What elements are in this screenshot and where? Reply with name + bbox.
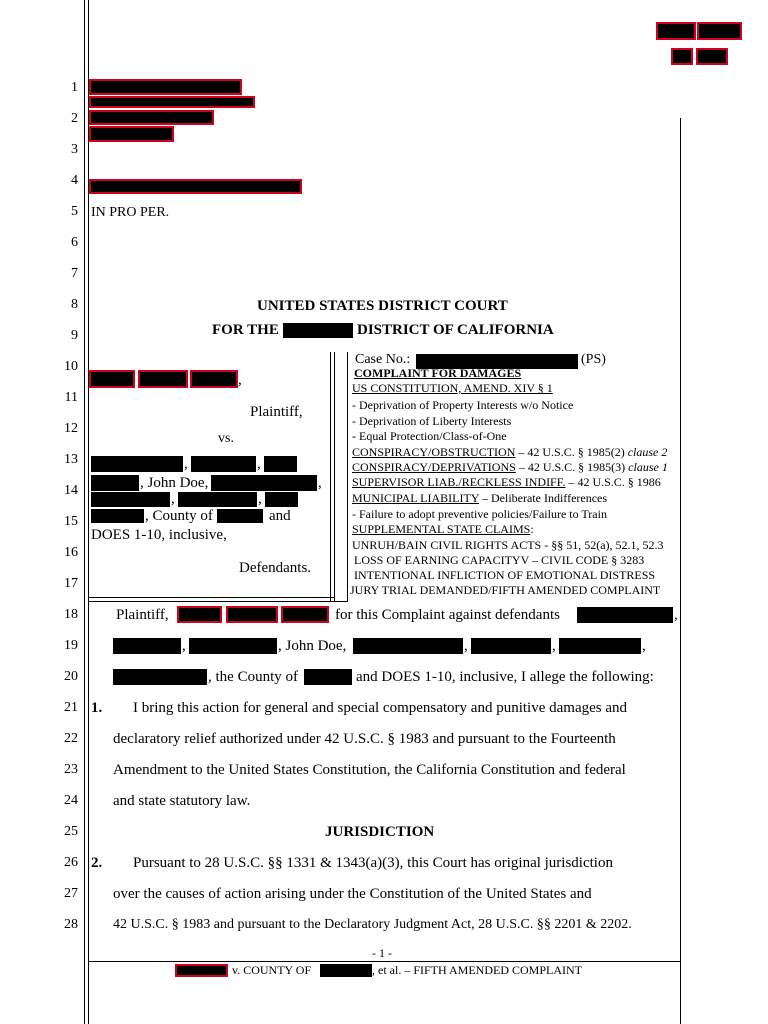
body-comma: , xyxy=(674,607,678,623)
line-number: 28 xyxy=(64,917,78,932)
line-number: 8 xyxy=(71,297,78,312)
line-number: 19 xyxy=(64,638,78,653)
line-number: 7 xyxy=(71,266,78,281)
line-number: 6 xyxy=(71,235,78,250)
claim-line-11: UNRUH/BAIN CIVIL RIGHTS ACTS - §§ 51, 52(a), 52.1, 52.3 xyxy=(352,538,664,552)
page-number: - 1 - xyxy=(372,946,392,960)
caption-defendants-label: Defendants. xyxy=(239,560,312,576)
paragraph-1-line1: I bring this action for general and special compensatory and punitive damages and xyxy=(133,700,628,716)
redaction-district xyxy=(283,323,353,338)
line-number: 9 xyxy=(71,328,78,343)
redaction-contact-line xyxy=(89,179,302,194)
paragraph-2-line3: 42 U.S.C. § 1983 and pursuant to the Declaratory Judgment Act, 28 U.S.C. §§ 2201 & 2202. xyxy=(113,917,632,932)
redaction-body-def-2 xyxy=(113,638,181,654)
claim-line-10: SUPPLEMENTAL STATE CLAIMS: xyxy=(352,522,534,536)
caption-john-doe: , John Doe, xyxy=(140,475,209,491)
redaction-defendant-3 xyxy=(264,456,297,472)
redaction-body-county xyxy=(304,669,352,685)
redaction-body-def-6 xyxy=(559,638,641,654)
redaction-defendant-6 xyxy=(91,492,170,507)
line-number: 14 xyxy=(64,483,78,498)
footer-rule xyxy=(89,961,680,962)
caption-def-sep4: , xyxy=(171,491,175,507)
redaction-defendant-1 xyxy=(91,456,183,472)
body-john-doe: , John Doe, xyxy=(278,638,347,654)
case-no-label: Case No.: xyxy=(355,352,411,367)
body-sep2: , xyxy=(464,638,468,654)
caption-comma: , xyxy=(238,372,242,388)
line-number: 17 xyxy=(64,576,78,591)
claim-line-9: - Failure to adopt preventive policies/Failure to Train xyxy=(352,507,607,521)
complaint-title: COMPLAINT FOR DAMAGES xyxy=(354,366,522,380)
court-title-line1: UNITED STATES DISTRICT COURT xyxy=(257,298,508,314)
claim-line-5: CONSPIRACY/OBSTRUCTION – 42 U.S.C. § 1985(2) clause 2 xyxy=(352,445,668,459)
paragraph-2-line2: over the causes of action arising under the Constitution of the United States and xyxy=(113,886,592,902)
redaction-top-right-3 xyxy=(671,48,693,65)
caption-def-sep5: , xyxy=(258,491,262,507)
line-number: 26 xyxy=(64,855,78,870)
footer-title: , et al. – FIFTH AMENDED COMPLAINT xyxy=(372,963,582,977)
line-number: 10 xyxy=(64,359,78,374)
body-complaint-against: for this Complaint against defendants xyxy=(335,607,560,623)
redaction-plaintiff-1 xyxy=(89,370,135,388)
line-number: 11 xyxy=(64,390,78,405)
redaction-body-plaintiff-1 xyxy=(177,606,222,623)
caption-vs: vs. xyxy=(218,431,234,446)
redaction-body-def-3 xyxy=(189,638,277,654)
redaction-address-line2 xyxy=(89,110,214,125)
claim-line-13: INTENTIONAL INFLICTION OF EMOTIONAL DISTRESS xyxy=(354,568,656,582)
body-county-of: , the County of xyxy=(208,669,298,685)
redaction-footer-county xyxy=(320,964,372,977)
redaction-defendant-8 xyxy=(265,492,298,507)
line-number: 20 xyxy=(64,669,78,684)
court-title-line2-prefix: FOR THE xyxy=(212,322,279,338)
line-number: 18 xyxy=(64,607,78,622)
redaction-address-line3 xyxy=(89,126,174,142)
redaction-address-line1 xyxy=(89,96,255,108)
right-margin-rule xyxy=(680,118,681,1024)
claim-line-3: - Deprivation of Liberty Interests xyxy=(352,414,512,428)
caption-box-bottom-2 xyxy=(89,601,348,602)
redaction-top-right-4 xyxy=(696,48,728,65)
claim-line-8: MUNICIPAL LIABILITY – Deliberate Indifferences xyxy=(352,491,608,505)
claim-line-4: - Equal Protection/Class-of-One xyxy=(352,429,507,443)
body-sep1: , xyxy=(182,638,186,654)
redaction-footer-plaintiff xyxy=(175,964,228,977)
claim-line-2: - Deprivation of Property Interests w/o Notice xyxy=(352,398,574,412)
redaction-defendant-7 xyxy=(178,492,257,507)
line-number: 2 xyxy=(71,111,78,126)
caption-and: and xyxy=(269,508,291,524)
redaction-defendant-5 xyxy=(211,475,317,491)
line-number: 5 xyxy=(71,204,78,219)
caption-box-right-2 xyxy=(334,352,335,602)
body-sep3: , xyxy=(552,638,556,654)
redaction-body-def-1 xyxy=(577,607,673,623)
line-number: 16 xyxy=(64,545,78,560)
redaction-defendant-2 xyxy=(191,456,256,472)
paragraph-1-line3: Amendment to the United States Constitution, the California Constitution and federal xyxy=(113,762,626,778)
caption-box-right-3 xyxy=(347,352,348,602)
caption-def-sep1: , xyxy=(184,456,188,472)
case-no-suffix: (PS) xyxy=(581,352,606,367)
paragraph-2-number: 2. xyxy=(91,855,103,871)
line-number: 24 xyxy=(64,793,78,808)
paragraph-1-line4: and state statutory law. xyxy=(113,793,251,809)
claim-line-12: LOSS OF EARNING CAPACITYV – CIVIL CODE § 3283 xyxy=(354,553,645,567)
redaction-body-plaintiff-3 xyxy=(281,606,329,623)
caption-plaintiff-label: Plaintiff, xyxy=(250,404,303,420)
paragraph-2-line1: Pursuant to 28 U.S.C. §§ 1331 & 1343(a)(3), this Court has original jurisdiction xyxy=(133,855,613,871)
claim-line-6: CONSPIRACY/DEPRIVATIONS – 42 U.S.C. § 1985(3) clause 1 xyxy=(352,460,668,474)
caption-county-of: , County of xyxy=(145,508,213,524)
line-number: 22 xyxy=(64,731,78,746)
line-number: 15 xyxy=(64,514,78,529)
body-plaintiff: Plaintiff, xyxy=(116,607,169,623)
claim-line-14: JURY TRIAL DEMANDED/FIFTH AMENDED COMPLAINT xyxy=(350,583,661,597)
body-allege: and DOES 1-10, inclusive, I allege the following: xyxy=(356,669,654,685)
redaction-name-line1 xyxy=(89,79,242,95)
redaction-county xyxy=(217,509,263,523)
caption-box-right-1 xyxy=(330,352,331,602)
claim-line-1: US CONSTITUTION, AMEND. XIV § 1 xyxy=(352,381,553,395)
redaction-body-def-4 xyxy=(353,638,463,654)
redaction-body-plaintiff-2 xyxy=(226,606,278,623)
redaction-defendant-4 xyxy=(91,475,139,491)
paragraph-1-number: 1. xyxy=(91,700,103,716)
line-number: 3 xyxy=(71,142,78,157)
line-number: 13 xyxy=(64,452,78,467)
left-margin-rule-2 xyxy=(88,0,89,1024)
redaction-plaintiff-3 xyxy=(190,370,238,388)
caption-box-bottom-1 xyxy=(89,597,335,598)
redaction-top-right-1 xyxy=(656,22,696,40)
claim-line-7: SUPERVISOR LIAB./RECKLESS INDIFF. – 42 U.S.C. § 1986 xyxy=(352,475,661,489)
court-title-line2-suffix: DISTRICT OF CALIFORNIA xyxy=(357,322,554,338)
line-number: 25 xyxy=(64,824,78,839)
redaction-defendant-9 xyxy=(91,509,144,523)
left-margin-rule-1 xyxy=(84,0,85,1024)
redaction-body-def-7 xyxy=(113,669,207,685)
line-number: 27 xyxy=(64,886,78,901)
line-number: 4 xyxy=(71,173,78,188)
redaction-plaintiff-2 xyxy=(138,370,188,388)
body-sep4: , xyxy=(642,638,646,654)
paragraph-1-line2: declaratory relief authorized under 42 U.S.C. § 1983 and pursuant to the Fourteenth xyxy=(113,731,616,747)
line-number: 1 xyxy=(71,80,78,95)
line-number: 12 xyxy=(64,421,78,436)
caption-def-sep2: , xyxy=(257,456,261,472)
redaction-top-right-2 xyxy=(697,22,742,40)
pro-per-label: IN PRO PER. xyxy=(91,205,170,220)
caption-def-sep3: , xyxy=(318,475,322,491)
jurisdiction-heading: JURISDICTION xyxy=(325,824,435,840)
redaction-body-def-5 xyxy=(471,638,551,654)
line-number: 21 xyxy=(64,700,78,715)
footer-county-of: v. COUNTY OF xyxy=(232,963,312,977)
line-number: 23 xyxy=(64,762,78,777)
caption-does: DOES 1-10, inclusive, xyxy=(91,527,227,543)
